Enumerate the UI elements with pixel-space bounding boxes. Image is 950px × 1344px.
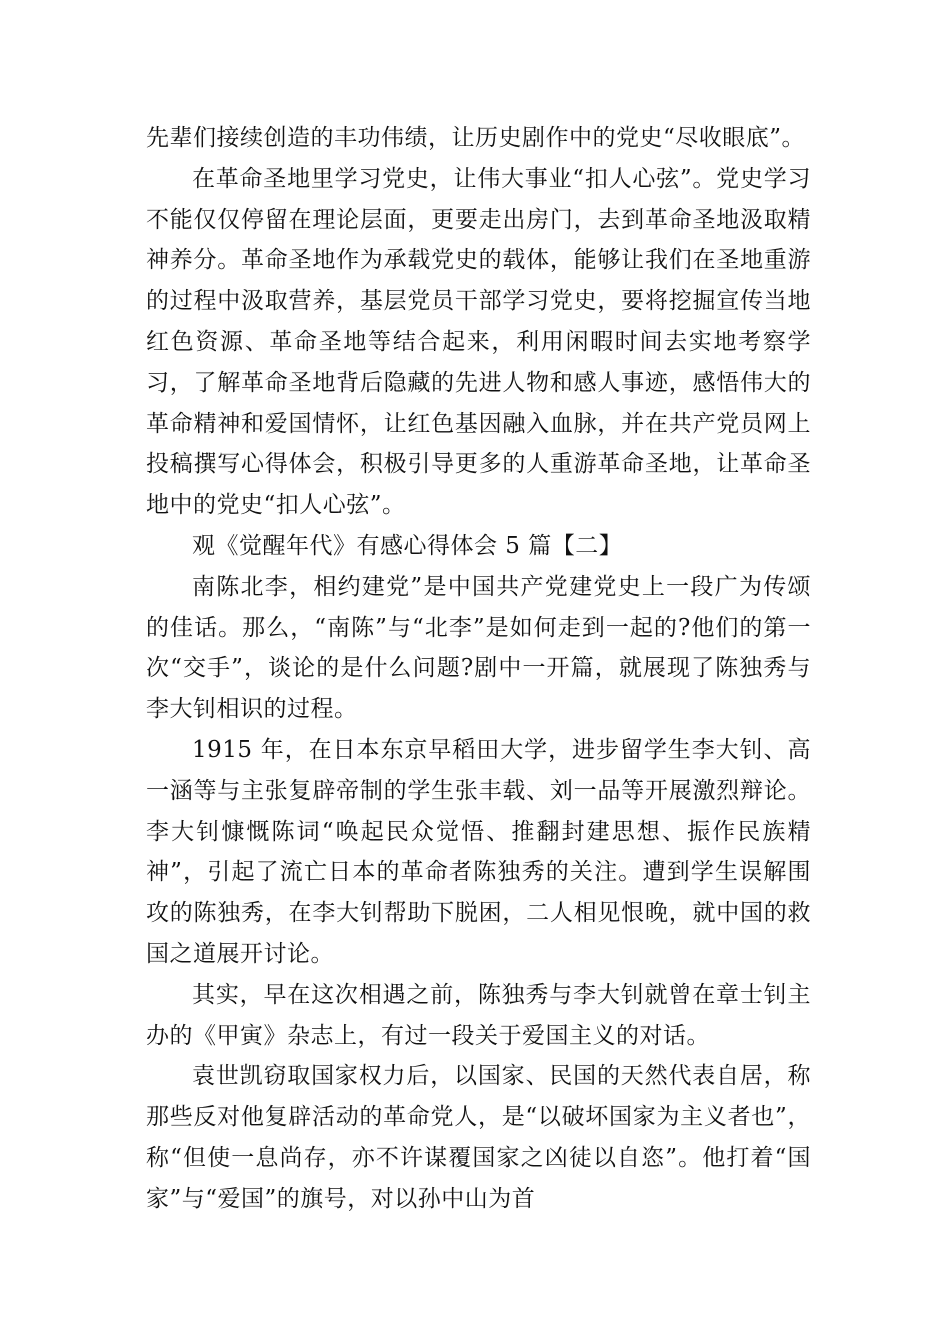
paragraph: 在革命圣地里学习党史，让伟大事业“扣人心弦”。党史学习不能仅仅停留在理论层面，更要走出房门，去到革命圣地汲取精神养分。革命圣地作为承载党史的载体，能够让我们在圣地重游的过程中汲取营养，基层党员干部学习党史，要将挖掘宣传当地红色资源、革命圣地等结合起来，利用闲暇时间去实地考察学习，了解革命圣地背后隐藏的先进人物和感人事迹，感悟伟大的革命精神和爱国情怀，让红色基因融入血脉，并在共产党员网上投稿撰写心得体会，积极引导更多的人重游革命圣地，让革命圣地中的党史“扣人心弦”。 <box>146 165 811 519</box>
paragraph: 其实，早在这次相遇之前，陈独秀与李大钊就曾在章士钊主办的《甲寅》杂志上，有过一段关于爱国主义的对话。 <box>146 981 811 1049</box>
document-page <box>146 118 811 1220</box>
section-heading: 观《觉醒年代》有感心得体会 5 篇【二】 <box>192 532 623 559</box>
paragraph: 1915 年，在日本东京早稻田大学，进步留学生李大钊、高一涵等与主张复辟帝制的学生张丰载、刘一品等开展激烈辩论。李大钊慷慨陈词“唤起民众觉悟、推翻封建思想、振作民族精神”，引起了流亡日本的革命者陈独秀的关注。遭到学生误解围攻的陈独秀，在李大钊帮助下脱困，二人相见恨晚，就中国的救国之道展开讨论。 <box>146 736 811 967</box>
paragraph: 袁世凯窃取国家权力后，以国家、民国的天然代表自居，称那些反对他复辟活动的革命党人，是“以破坏国家为主义者也”，称“但使一息尚存，亦不许谋覆国家之凶徒以自恣”。他打着“国家”与“爱国”的旗号，对以孙中山为首 <box>146 1063 811 1212</box>
paragraph: 南陈北李，相约建党”是中国共产党建党史上一段广为传颂的佳话。那么，“南陈”与“北李”是如何走到一起的?他们的第一次“交手”，谈论的是什么问题?剧中一开篇，就展现了陈独秀与李大钊相识的过程。 <box>146 573 811 723</box>
paragraph: 先辈们接续创造的丰功伟绩，让历史剧作中的党史“尽收眼底”。 <box>146 125 806 151</box>
